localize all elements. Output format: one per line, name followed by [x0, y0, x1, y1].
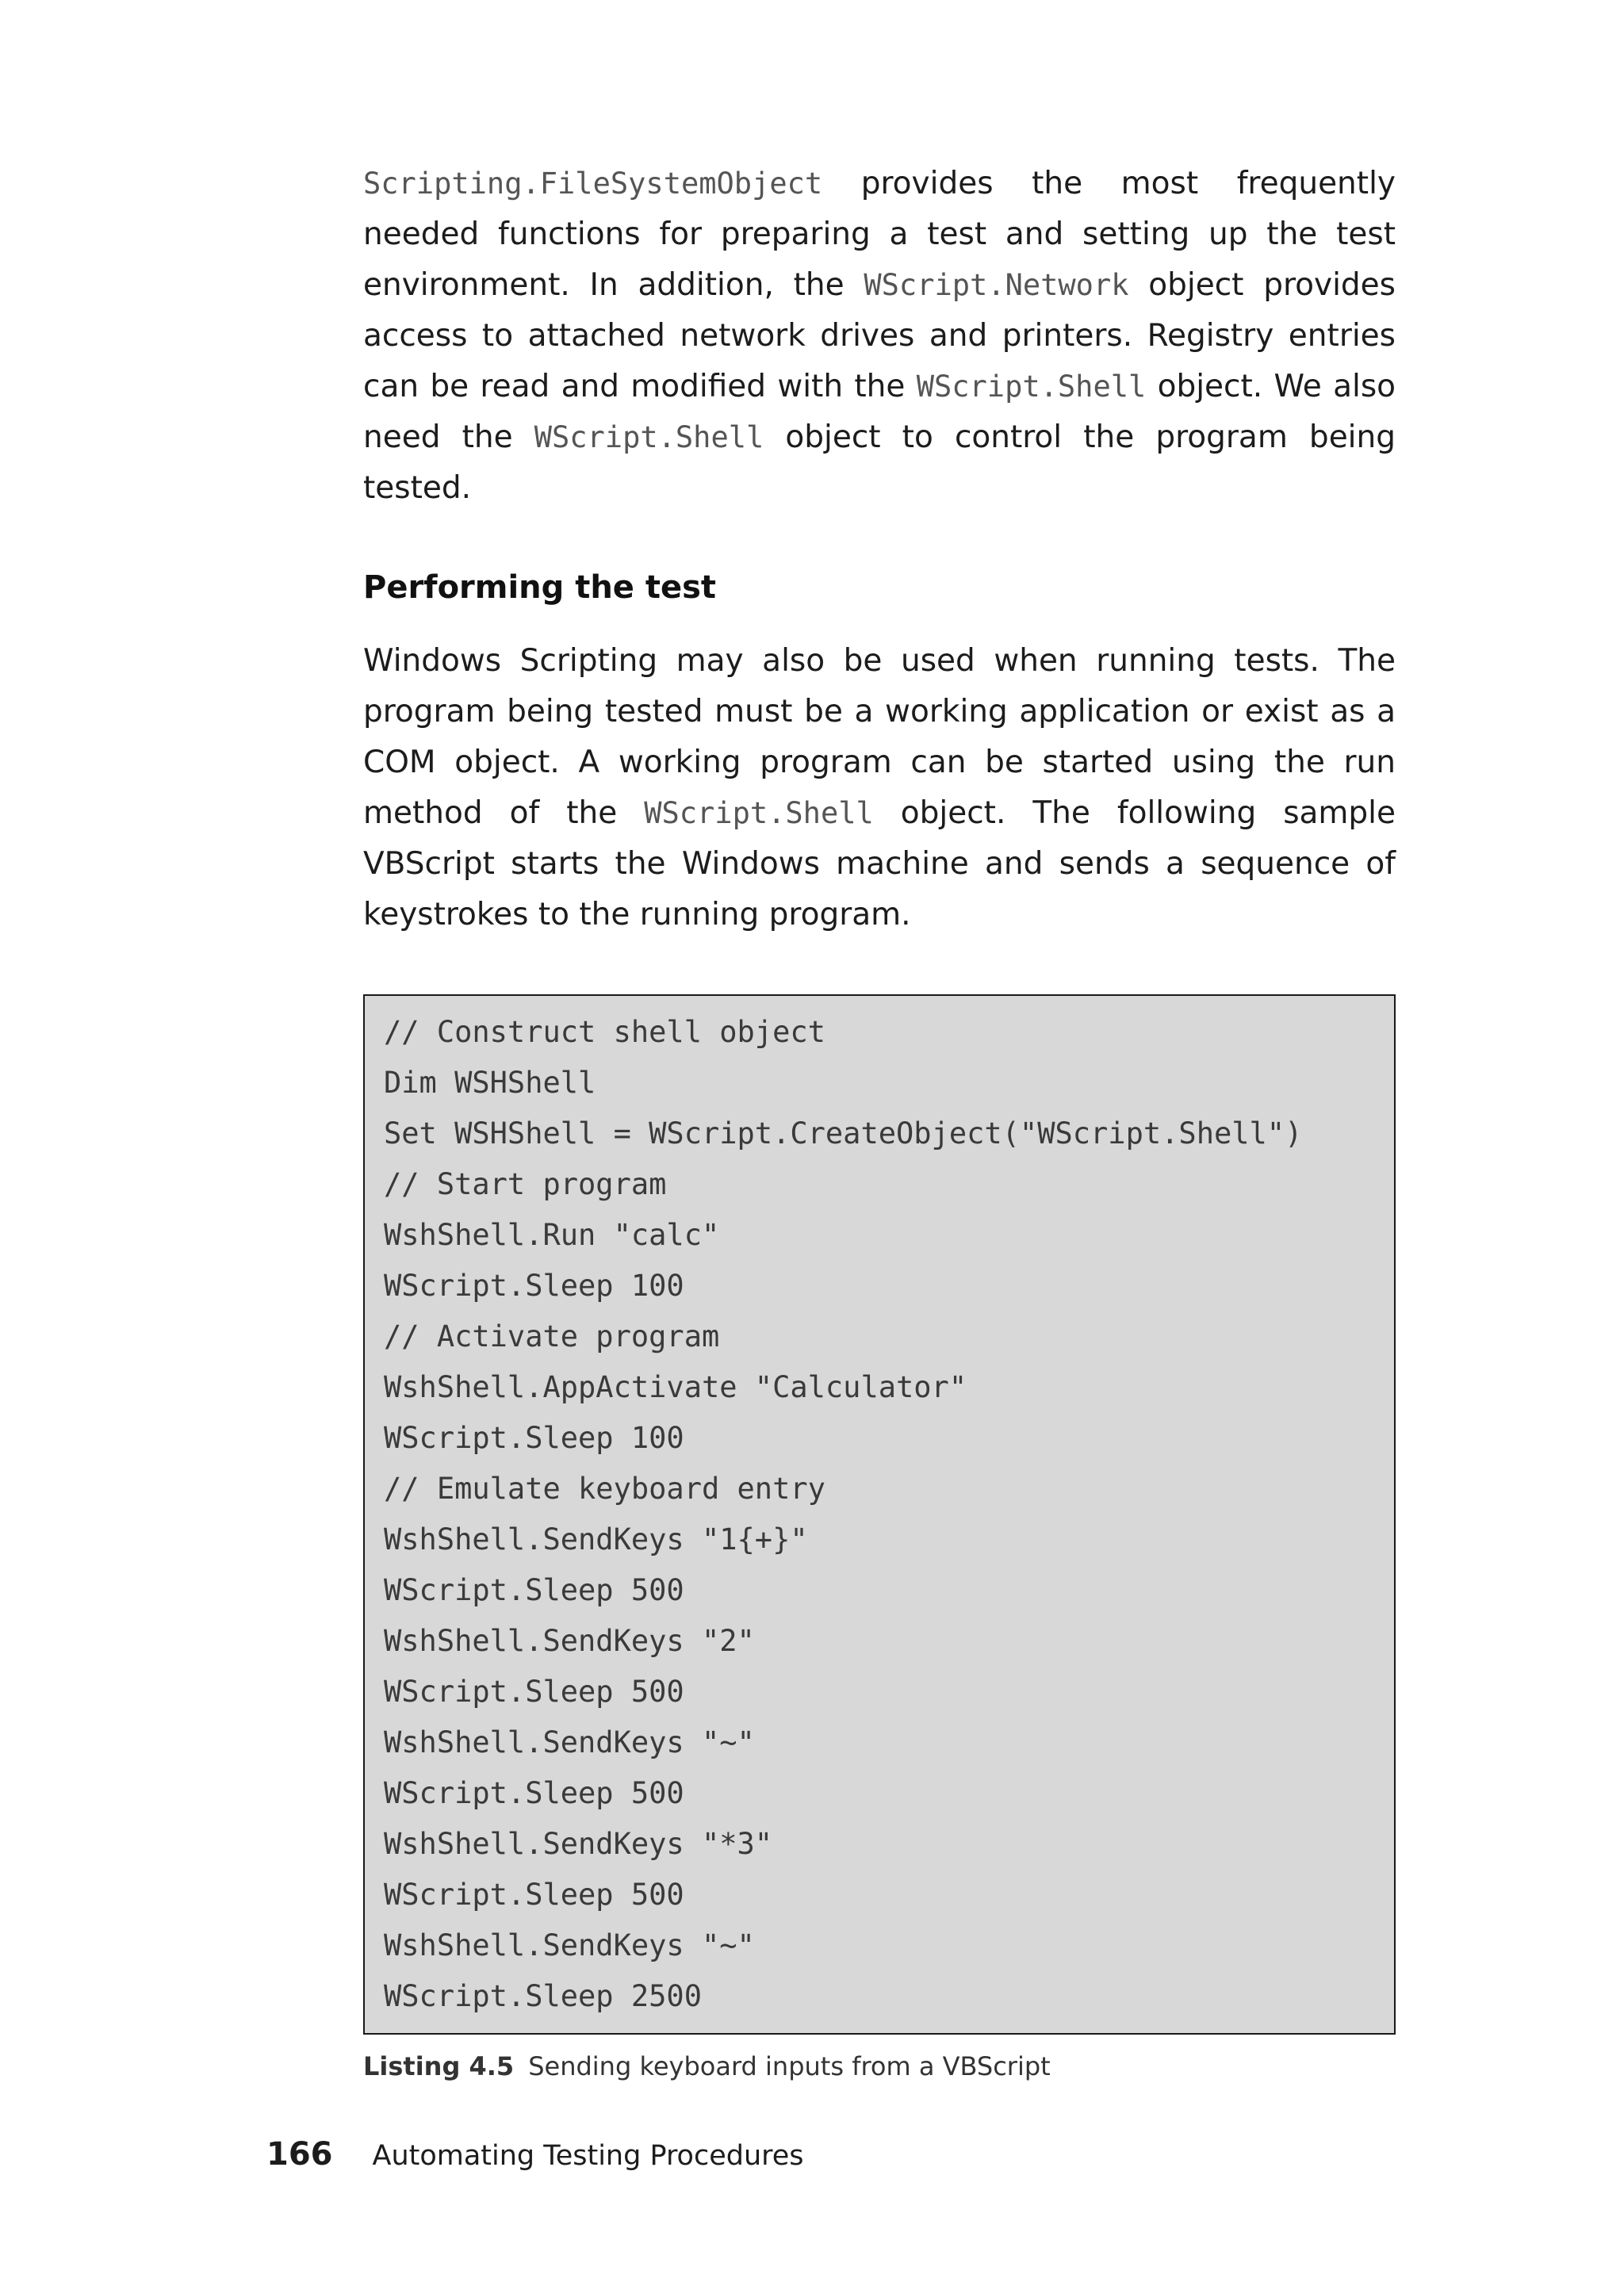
paragraph-text: object. We also need the	[363, 369, 1396, 455]
chapter-title: Automating Testing Procedures	[372, 2140, 804, 2172]
code-line: // Emulate keyboard entry	[384, 1472, 825, 1506]
code-line: WScript.Sleep 500	[384, 1776, 684, 1810]
code-line: WScript.Sleep 500	[384, 1878, 684, 1912]
code-line: Dim WSHShell	[384, 1066, 596, 1100]
paragraph-text: object to control the program being tested.	[363, 419, 1396, 506]
paragraph-text: provides the most frequently needed functions for preparing a test and setting up the test environment. In addition, the	[363, 166, 1396, 303]
test-paragraph	[363, 636, 1396, 940]
paragraph-text: object. The following sample VBScript starts the Windows machine and sends a sequence of keystrokes to the running program.	[363, 795, 1396, 932]
inline-code: WScript.Shell	[534, 420, 764, 454]
code-line: WScript.Sleep 500	[384, 1675, 684, 1709]
code-line: WScript.Sleep 2500	[384, 1979, 702, 2013]
code-line: WshShell.SendKeys "2"	[384, 1624, 755, 1658]
code-line: WshShell.Run "calc"	[384, 1218, 720, 1252]
code-line: WshShell.SendKeys "~"	[384, 1725, 755, 1759]
code-line: WshShell.SendKeys "*3"	[384, 1827, 773, 1861]
code-line: // Activate program	[384, 1319, 720, 1354]
code-line: WScript.Sleep 500	[384, 1573, 684, 1607]
code-line: Set WSHShell = WScript.CreateObject("WScript.Shell")	[384, 1116, 1303, 1151]
code-listing	[363, 994, 1396, 2035]
paragraph-text: object provides access to attached network drives and printers. Registry entries can be read and modified with the	[363, 267, 1396, 404]
intro-paragraph	[363, 159, 1396, 514]
inline-code: WScript.Network	[864, 268, 1129, 302]
inline-code: WScript.Shell	[644, 796, 874, 830]
page-content	[363, 159, 1396, 2084]
paragraph-text: Windows Scripting may also be used when running tests. The program being tested must be a working application or exist as a COM object. A working program can be started using the run method of the	[363, 643, 1396, 831]
code-line: // Start program	[384, 1167, 667, 1201]
caption-text: Sending keyboard inputs from a VBScript	[528, 2051, 1051, 2081]
code-line: WshShell.SendKeys "1{+}"	[384, 1522, 808, 1556]
code-line: WScript.Sleep 100	[384, 1421, 684, 1455]
code-line: WshShell.AppActivate "Calculator"	[384, 1370, 967, 1404]
code-line: // Construct shell object	[384, 1015, 825, 1049]
listing-caption	[363, 2049, 1396, 2084]
inline-code: Scripting.FileSystemObject	[363, 167, 823, 201]
page-number: 166	[266, 2136, 333, 2173]
section-heading: Performing the test	[363, 569, 717, 606]
page-footer	[266, 2135, 804, 2176]
inline-code: WScript.Shell	[916, 369, 1147, 404]
code-line: WshShell.SendKeys "~"	[384, 1928, 755, 1962]
code-line: WScript.Sleep 100	[384, 1269, 684, 1303]
caption-label: Listing 4.5	[363, 2051, 515, 2081]
